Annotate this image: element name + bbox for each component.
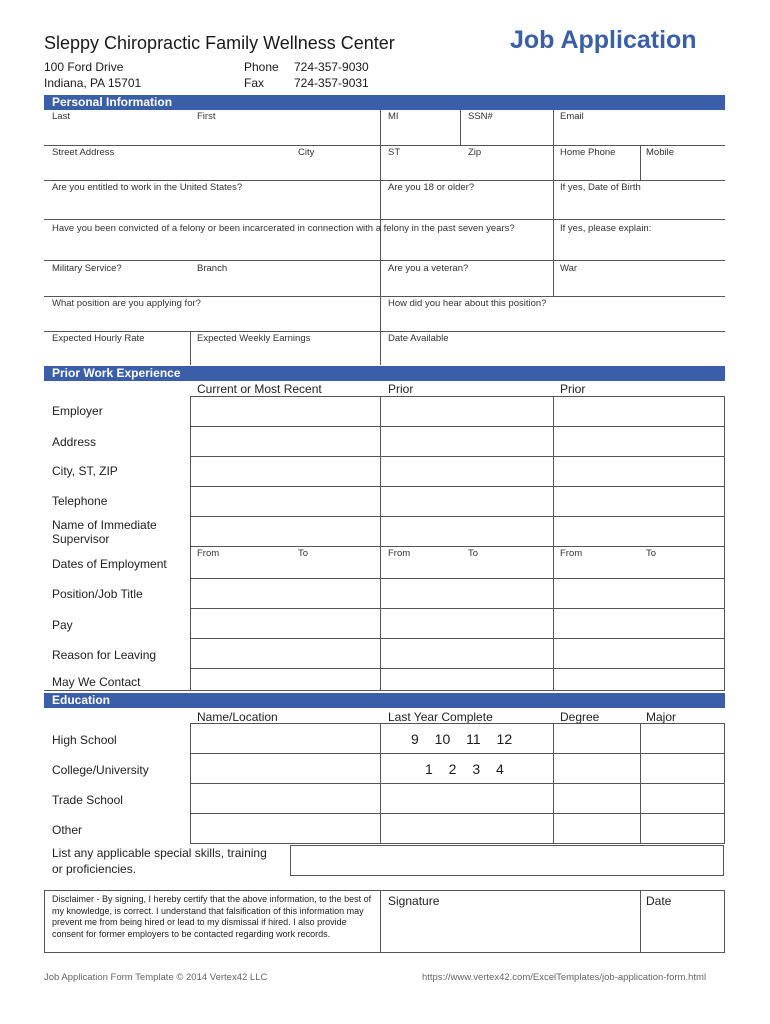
- col-current-employer: Current or Most Recent: [197, 382, 322, 396]
- city-field[interactable]: City: [298, 147, 315, 158]
- grid-line: [380, 890, 381, 953]
- grid-line: [190, 668, 725, 669]
- grid-line: [190, 690, 725, 691]
- grid-line: [724, 396, 725, 690]
- row-label-supervisor-1: Name of Immediate: [52, 518, 157, 532]
- high-school-grade-options[interactable]: 9 10 11 12: [411, 731, 513, 747]
- grid-line: [380, 396, 381, 690]
- row-divider: [44, 331, 725, 332]
- grid-line: [190, 723, 191, 843]
- row-label-other: Other: [52, 823, 83, 837]
- col-prior-employer-1: Prior: [388, 382, 414, 396]
- mobile-field[interactable]: Mobile: [646, 147, 674, 158]
- grid-line: [553, 396, 554, 690]
- col-name-location: Name/Location: [197, 710, 278, 724]
- weekly-earnings-field[interactable]: Expected Weekly Earnings: [197, 333, 311, 344]
- row-label-high-school: High School: [52, 733, 117, 747]
- fax-number: 724-357-9031: [294, 76, 369, 90]
- col-divider: [190, 331, 191, 365]
- row-label-pay: Pay: [52, 618, 73, 632]
- position-applying-field[interactable]: What position are you applying for?: [52, 298, 201, 309]
- work-eligibility-field[interactable]: Are you entitled to work in the United States?: [52, 182, 243, 193]
- col-divider: [553, 110, 554, 296]
- row-divider: [44, 180, 725, 181]
- col-divider: [640, 145, 641, 180]
- fax-label: Fax: [244, 76, 265, 90]
- felony-question-field[interactable]: Have you been convicted of a felony or been incarcerated in connection with a felony in the past seven years?: [52, 223, 515, 234]
- grid-line: [190, 638, 725, 639]
- ssn-field[interactable]: SSN#: [468, 111, 493, 122]
- grid-line: [190, 396, 191, 690]
- referral-source-field[interactable]: How did you hear about this position?: [388, 298, 547, 309]
- to-date-field[interactable]: To: [646, 548, 657, 559]
- company-name: Sleppy Chiropractic Family Wellness Center: [44, 33, 395, 53]
- col-divider: [380, 110, 381, 365]
- signature-field[interactable]: Signature: [388, 894, 440, 908]
- grid-line: [190, 753, 725, 754]
- row-label-dates: Dates of Employment: [52, 557, 167, 571]
- disclaimer-text: Disclaimer - By signing, I hereby certify that the above information, to the best of my knowledge, is correct. I understand that falsification of this information may prevent me from being hired or lead to my dismissal if hired. I also provide consent for former employers to be contacted regarding work records.: [52, 894, 372, 939]
- row-divider: [44, 296, 725, 297]
- from-date-field[interactable]: From: [560, 548, 583, 559]
- row-label-trade-school: Trade School: [52, 793, 123, 807]
- from-date-field[interactable]: From: [388, 548, 411, 559]
- grid-line: [190, 546, 725, 547]
- footer-url[interactable]: https://www.vertex42.com/ExcelTemplates/job-application-form.html: [422, 972, 707, 983]
- street-address-field[interactable]: Street Address: [52, 147, 115, 158]
- col-last-year: Last Year Complete: [388, 710, 493, 724]
- grid-line: [190, 578, 725, 579]
- skills-label-line-1: List any applicable special skills, training: [52, 846, 267, 860]
- grid-line: [553, 723, 554, 843]
- work-experience-header: Prior Work Experience: [44, 366, 725, 381]
- form-title: Job Application: [510, 26, 697, 54]
- row-label-college: College/University: [52, 763, 149, 777]
- address-line-2: Indiana, PA 15701: [44, 76, 142, 90]
- row-divider: [44, 145, 725, 146]
- date-available-field[interactable]: Date Available: [388, 333, 449, 344]
- hourly-rate-field[interactable]: Expected Hourly Rate: [52, 333, 145, 344]
- home-phone-field[interactable]: Home Phone: [560, 147, 616, 158]
- grid-line: [190, 843, 725, 844]
- row-label-city-st-zip: City, ST, ZIP: [52, 464, 118, 478]
- row-label-reason-leaving: Reason for Leaving: [52, 648, 157, 662]
- education-header: Education: [44, 693, 725, 708]
- phone-label: Phone: [244, 60, 279, 74]
- col-prior-employer-2: Prior: [560, 382, 586, 396]
- row-label-telephone: Telephone: [52, 494, 108, 508]
- grid-line: [190, 516, 725, 517]
- col-major: Major: [646, 710, 677, 724]
- state-field[interactable]: ST: [388, 147, 401, 158]
- zip-field[interactable]: Zip: [468, 147, 482, 158]
- date-field[interactable]: Date: [646, 894, 672, 908]
- grid-line: [724, 723, 725, 843]
- veteran-field[interactable]: Are you a veteran?: [388, 263, 469, 274]
- middle-initial-field[interactable]: MI: [388, 111, 399, 122]
- grid-line: [190, 426, 725, 427]
- grid-line: [190, 813, 725, 814]
- grid-line: [190, 456, 725, 457]
- row-divider: [44, 219, 725, 220]
- military-service-field[interactable]: Military Service?: [52, 263, 122, 274]
- phone-number: 724-357-9030: [294, 60, 369, 74]
- war-field[interactable]: War: [560, 263, 578, 274]
- grid-line: [640, 890, 641, 953]
- date-of-birth-field[interactable]: If yes, Date of Birth: [560, 182, 641, 193]
- first-name-field[interactable]: First: [197, 111, 216, 122]
- grid-line: [190, 723, 725, 724]
- row-divider: [44, 260, 725, 261]
- footer-copyright: Job Application Form Template © 2014 Vertex42 LLC: [44, 972, 268, 983]
- row-label-employer: Employer: [52, 404, 103, 418]
- col-degree: Degree: [560, 710, 600, 724]
- skills-label-line-2: or proficiencies.: [52, 862, 137, 876]
- skills-input-box[interactable]: [290, 845, 724, 876]
- grid-line: [190, 396, 725, 397]
- row-label-position: Position/Job Title: [52, 587, 143, 601]
- from-date-field[interactable]: From: [197, 548, 220, 559]
- row-label-supervisor-2: Supervisor: [52, 532, 110, 546]
- to-date-field[interactable]: To: [298, 548, 309, 559]
- college-year-options[interactable]: 1 2 3 4: [425, 761, 504, 777]
- grid-line: [190, 783, 725, 784]
- grid-line: [380, 723, 381, 843]
- grid-line: [44, 690, 190, 691]
- row-label-may-contact: May We Contact: [52, 675, 141, 689]
- branch-field[interactable]: Branch: [197, 263, 228, 274]
- age-question-field[interactable]: Are you 18 or older?: [388, 182, 475, 193]
- email-field[interactable]: Email: [560, 111, 584, 122]
- personal-info-header: Personal Information: [44, 95, 725, 110]
- grid-line: [190, 608, 725, 609]
- felony-explain-field[interactable]: If yes, please explain:: [560, 223, 652, 234]
- address-line-1: 100 Ford Drive: [44, 60, 124, 74]
- col-divider: [460, 110, 461, 145]
- to-date-field[interactable]: To: [468, 548, 479, 559]
- row-label-address: Address: [52, 435, 97, 449]
- grid-line: [190, 486, 725, 487]
- grid-line: [640, 723, 641, 843]
- last-name-field[interactable]: Last: [52, 111, 70, 122]
